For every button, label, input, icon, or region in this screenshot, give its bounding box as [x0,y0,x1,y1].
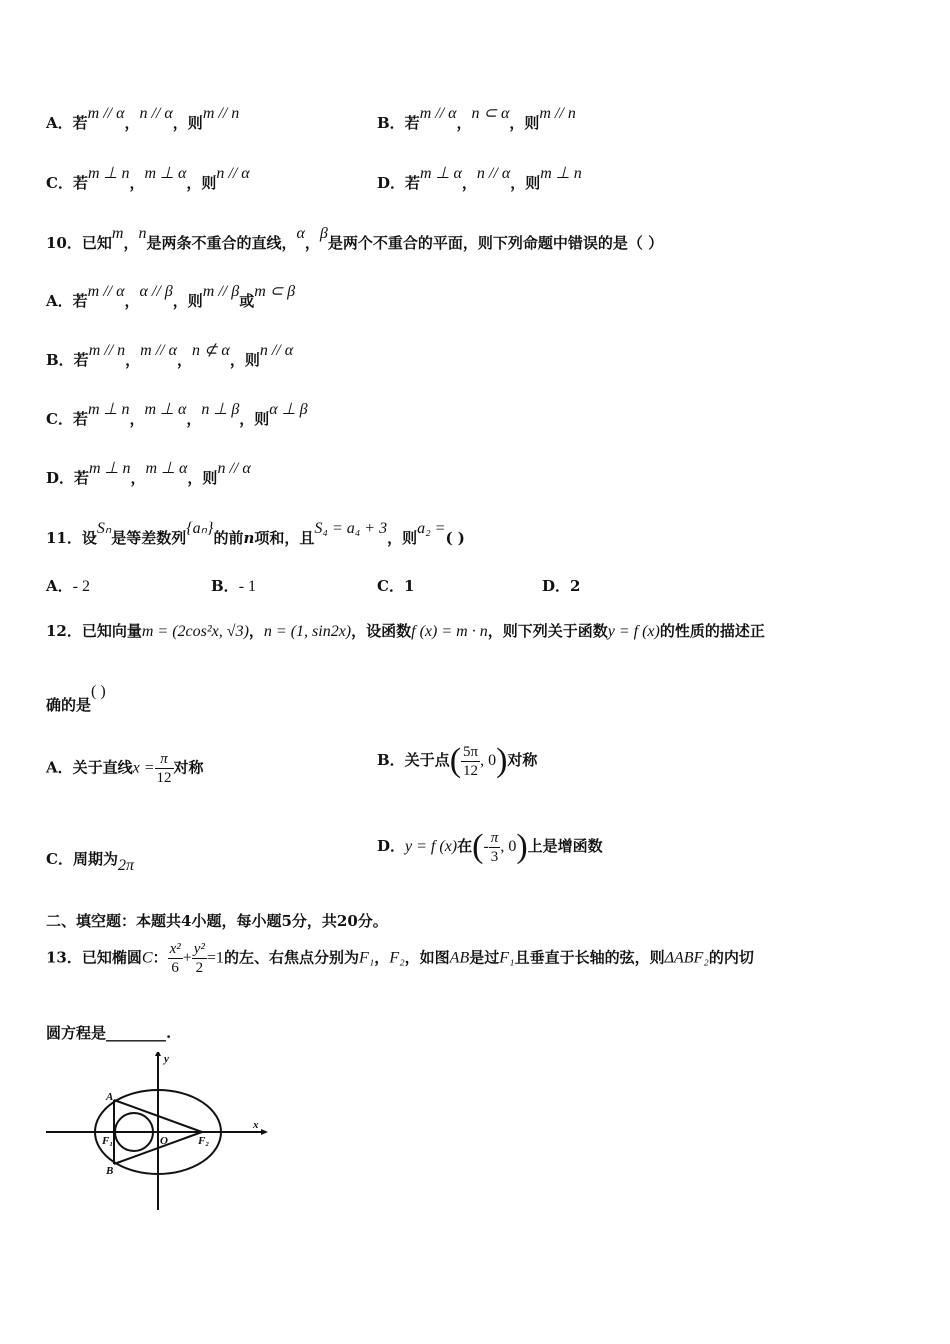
q10-option-c: C．若m ⊥ n，m ⊥ α，n ⊥ β，则α ⊥ β [46,401,308,428]
q11-option-c: C．1 [377,577,415,595]
q10-stem: 10．已知m，n是两条不重合的直线，α，β是两个不重合的平面，则下列命题中错误的是（ ） [46,225,664,252]
label-f2: F₂ [198,1135,210,1147]
label-b: B [106,1165,114,1177]
label-a: A [106,1091,114,1103]
q13-stem-cont: 圆方程是________. [46,1024,172,1042]
q12-option-d: D．y = f (x)在(- $\frac{\pi}{3}$ , 0)上是增函数 [377,828,603,865]
q12-option-a: A．关于直线x = $\frac{\pi}{12}$ 对称 [46,751,204,786]
label-x: x [253,1119,259,1131]
x-arrow-icon [261,1129,268,1135]
q10-option-b: B．若m // n，m // α，n ⊄ α，则n // α [46,342,294,369]
q11-option-d: D．2 [542,577,581,595]
q13-stem: 13．已知椭圆C： $\frac{\text{x²}}{6}$ + $\frac{\text{y²}}{2}$ =1的左、右焦点分别为F₁，F₂，如图AB是过F₁且垂直于长轴的弦，则ΔABF₂的内切 [46,941,754,976]
q12-option-c: C．周期为2π [46,850,134,874]
y-arrow-icon [155,1052,161,1056]
q11-option-a: A．- 2 [46,577,90,595]
label-o: O [160,1135,168,1147]
q9-option-d: D．若m ⊥ α，n // α，则m ⊥ n [377,165,582,192]
label-y: y [164,1053,169,1065]
label-f1: F₁ [102,1135,114,1147]
q9-option-b: B．若m // α，n ⊂ α，则m // n [377,105,576,132]
section-title: 二、填空题：本题共4小题，每小题5分，共20分。 [46,912,388,930]
q11-stem: 11．设Sₙ是等差数列{aₙ}的前n项和，且S₄ = a₄ + 3，则a₂ =( ) [46,520,465,547]
q12-stem-cont: 确的是( ) [46,683,106,714]
q11-option-b: B．- 1 [211,577,257,595]
ellipse-figure [46,1052,271,1212]
q10-option-a: A．若m // α，α // β，则m // β或m ⊂ β [46,283,296,310]
q10-option-d: D．若m ⊥ n，m ⊥ α，则n // α [46,460,251,487]
q12-option-b: B．关于点( $\frac{5\pi}{12}$ , 0)对称 [377,742,538,779]
q12-stem: 12．已知向量m = (2cos²x, √3)，n = (1, sin2x)，设函数f (x) = m · n，则下列关于函数y = f (x)的性质的描述正 [46,622,765,640]
q9-option-a: A．若m // α，n // α，则m // n [46,105,240,132]
q9-option-c: C．若m ⊥ n，m ⊥ α，则n // α [46,165,250,192]
